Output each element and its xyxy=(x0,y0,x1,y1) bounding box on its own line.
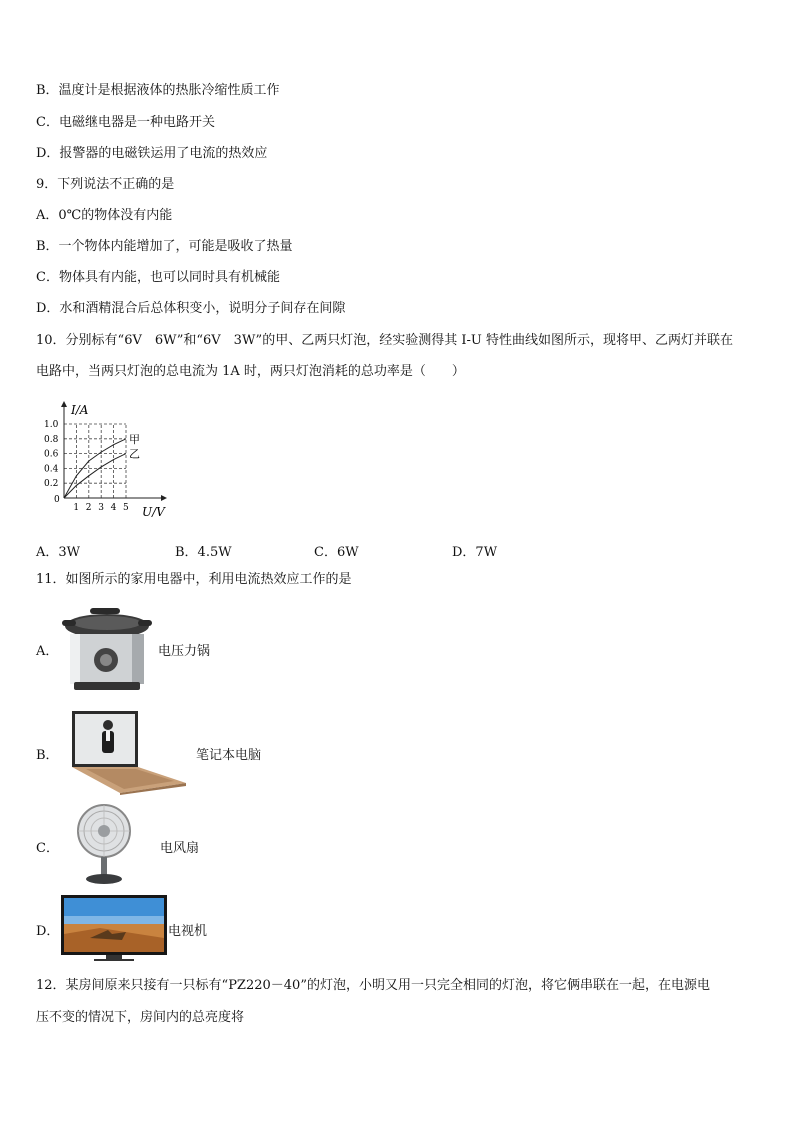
x-tick-label: 3 xyxy=(98,503,104,513)
q11-option-c-label: 电风扇 xyxy=(160,841,200,856)
q8-option-b: B．温度计是根据液体的热胀冷缩性质工作 xyxy=(36,83,280,98)
q11-option-b-label: 笔记本电脑 xyxy=(196,748,262,763)
laptop-image[interactable] xyxy=(66,709,190,795)
x-axis-label: U/V xyxy=(142,505,165,519)
iu-chart xyxy=(40,398,180,522)
q11-option-d-label: 电视机 xyxy=(168,924,208,939)
q11-stem: 11．如图所示的家用电器中，利用电流热效应工作的是 xyxy=(36,572,352,587)
y-tick-label: 0.2 xyxy=(44,479,59,490)
q8-option-d: D．报警器的电磁铁运用了电流的热效应 xyxy=(36,146,268,161)
series-label-1: 甲 xyxy=(129,432,140,446)
pressure-cooker-image[interactable] xyxy=(62,606,152,692)
q11-option-d-letter[interactable]: D． xyxy=(36,924,60,939)
q10-option-a[interactable]: A．3W xyxy=(36,545,81,560)
y-tick-label: 0.4 xyxy=(44,464,59,475)
q10-stem-line-2: 电路中，当两只灯泡的总电流为 1A 时，两只灯泡消耗的总功率是（ ） xyxy=(36,364,465,379)
q10-option-c[interactable]: C．6W xyxy=(314,545,359,560)
q10-option-d[interactable]: D．7W xyxy=(452,545,498,560)
series-line-2 xyxy=(64,454,126,498)
q8-option-c: C．电磁继电器是一种电路开关 xyxy=(36,115,215,130)
q9-option-b: B．一个物体内能增加了，可能是吸收了热量 xyxy=(36,239,293,254)
x-tick-label: 4 xyxy=(110,503,117,513)
q11-option-a-label: 电压力锅 xyxy=(158,644,211,659)
q9-stem: 9．下列说法不正确的是 xyxy=(36,177,175,192)
q9-option-c: C．物体具有内能，也可以同时具有机械能 xyxy=(36,270,280,285)
q10-stem-line-1: 10．分别标有“6V 6W”和“6V 3W”的甲、乙两只灯泡，经实验测得其 I-U 特性曲线如图所示，现将甲、乙两灯并联在 xyxy=(36,333,733,348)
q11-option-c-letter[interactable]: C． xyxy=(36,841,59,856)
y-tick-label: 1.0 xyxy=(44,420,59,430)
series-label-2: 乙 xyxy=(129,447,140,461)
q11-option-a-letter[interactable]: A． xyxy=(36,644,59,659)
x-tick-label: 1 xyxy=(73,503,80,513)
q9-option-d: D．水和酒精混合后总体积变小，说明分子间存在间隙 xyxy=(36,301,346,316)
q9-option-a: A．0℃的物体没有内能 xyxy=(36,208,173,223)
q12-stem-line-1: 12．某房间原来只接有一只标有“PZ220－40”的灯泡，小明又用一只完全相同的灯泡，将它俩串联在一起，在电源电 xyxy=(36,978,710,993)
q10-options xyxy=(36,541,596,559)
x-tick-label: 2 xyxy=(85,503,92,513)
origin-label: 0 xyxy=(54,495,60,505)
electric-fan-image[interactable] xyxy=(72,803,136,885)
chart-grid xyxy=(64,424,126,498)
y-tick-label: 0.8 xyxy=(44,434,59,445)
q11-option-b-letter[interactable]: B． xyxy=(36,748,59,763)
q12-stem-line-2: 压不变的情况下，房间内的总亮度将 xyxy=(36,1010,245,1025)
television-image[interactable] xyxy=(60,894,168,962)
y-axis-label: I/A xyxy=(71,403,89,417)
x-tick-label: 5 xyxy=(123,503,129,513)
q10-option-b[interactable]: B．4.5W xyxy=(175,545,232,560)
y-tick-label: 0.6 xyxy=(44,449,59,460)
